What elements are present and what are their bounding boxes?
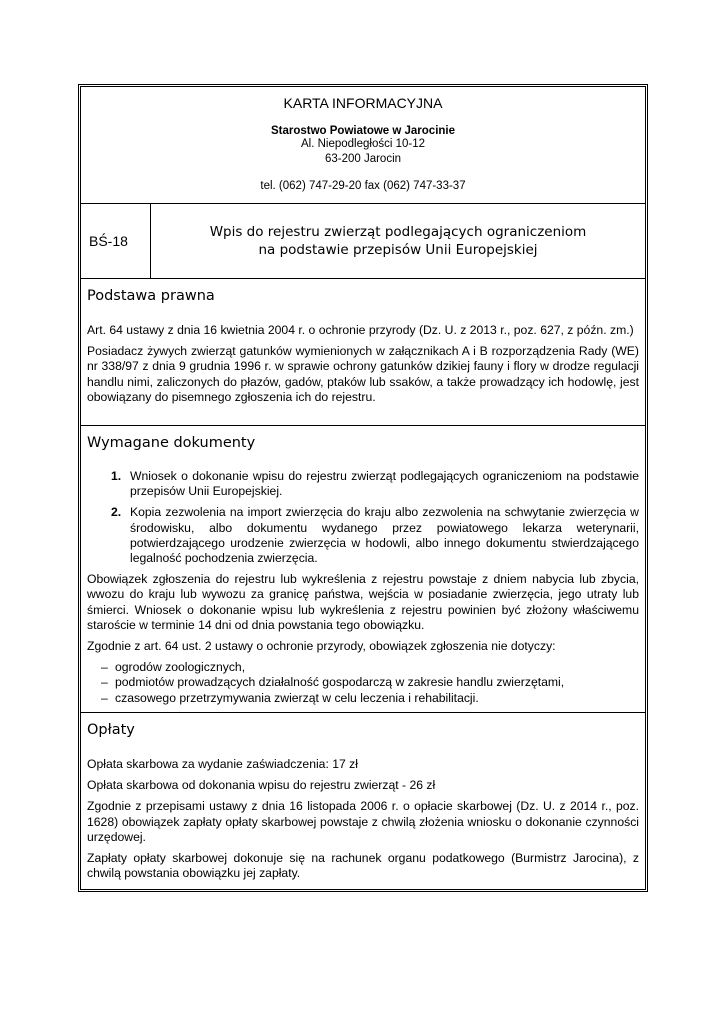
dash-bullet: – [101,675,108,690]
exemption-intro: Zgodnie z art. 64 ust. 2 ustawy o ochronie przyrody, obowiązek zgłoszenia nie dotyczy: [87,639,556,654]
office-name: Starostwo Powiatowe w Jarocinie [270,125,456,137]
legal-basis-section [81,279,645,426]
documents-list [81,469,645,566]
fee-certificate: Opłata skarbowa za wydanie zaświadczenia: 17 zł [87,757,358,771]
legal-basis-act: Art. 64 ustawy z dnia 16 kwietnia 2004 r. o ochronie przyrody (Dz. U. z 2013 r., poz. 627, z późn. zm.) [87,323,634,337]
list-item-text: Kopia zezwolenia na import zwierzęcia do kraju albo zezwolenia na schwytanie zwierzęcia w środowisku, albo dokumentu wydanego przez powiatowego lekarza weterynarii, potwierdzającego urodzenie zwierzęcia w hodowli, albo innego dokumentu stwierdzającego legalność pochodzenia zwierzęcia. [130,505,639,566]
list-item [101,660,639,675]
list-item-text: czasowego przetrzymywania zwierząt w celu leczenia i rehabilitacji. [115,690,479,705]
fee-payment-info: Zapłaty opłaty skarbowej dokonuje się na rachunek organu podatkowego (Burmistrz Jarocina), z chwilą powstania obowiązku jej zapłaty. [87,851,639,881]
office-city: 63-200 Jarocin [324,153,402,165]
legal-basis-obligation: Posiadacz żywych zwierząt gatunków wymienionych w załącznikach A i B rozporządzenia Rady (WE) nr 338/97 z dnia 9 grudnia 1996 r. w sprawie ochrony gatunków dzikiej fauny i flory w drodze regulacji handlu nimi, zaliczonych do płazów, gadów, ptaków lub ssaków, a także prowadzący ich hodowlę, jest obowiązany do pisemnego zgłoszenia ich do rejestru. [87,344,639,404]
registration-obligation-text: Obowiązek zgłoszenia do rejestru lub wykreślenia z rejestru powstaje z dniem nabycia lub zbycia, wwozu do kraju lub wywozu za granicę państwa, wejścia w posiadanie zwierzęcia, jego utraty lub śmierci. Wniosek o dokonanie wpisu lub wykreślenia z rejestru powinien być złożony właściwemu staroście w terminie 14 dni od dnia powstania tego obowiązku. [87,572,639,632]
required-documents-section [81,426,645,713]
office-phone: tel. (062) 747-29-20 fax (062) 747-33-37 [260,180,466,192]
fees-title: Opłaty [87,722,135,738]
fees-section [81,713,645,889]
list-item [101,691,639,706]
list-item [111,469,639,499]
required-documents-title: Wymagane dokumenty [87,435,256,451]
list-item [101,675,639,690]
card-header [81,87,645,204]
card-title: KARTA INFORMACYJNA [283,95,443,111]
office-street: Al. Niepodległości 10-12 [300,138,426,150]
info-card [80,86,646,890]
list-item [111,505,639,566]
legal-basis-title: Podstawa prawna [87,288,215,304]
list-item-text: ogrodów zoologicznych, [115,660,246,675]
list-item-number: 2. [111,505,122,520]
card-code: BŚ-18 [81,204,151,278]
dash-bullet: – [101,690,108,705]
fee-registration: Opłata skarbowa od dokonania wpisu do rejestru zwierząt - 26 zł [87,778,436,793]
list-item-text: podmiotów prowadzących działalność gospodarczą w zakresie handlu zwierzętami, [115,675,565,690]
list-item-text: Wniosek o dokonanie wpisu do rejestru zwierząt podlegających ograniczeniom na podstawie przepisów Unii Europejskiej. [130,469,639,499]
list-item-number: 1. [111,469,122,483]
subject-line-2: na podstawie przepisów Unii Europejskiej [258,242,538,258]
card-subject [151,204,645,278]
fee-legal-basis: Zgodnie z przepisami ustawy z dnia 16 listopada 2006 r. o opłacie skarbowej (Dz. U. z 2014 r., poz. 1628) obowiązek zapłaty opłaty skarbowej powstaje z chwilą złożenia wniosku o dokonanie czynności urzędowej. [87,799,639,844]
subject-line-1: Wpis do rejestru zwierząt podlegających ograniczeniom [209,224,587,240]
card-code-row [81,204,645,279]
exemptions-list [81,660,645,714]
dash-bullet: – [101,660,108,675]
